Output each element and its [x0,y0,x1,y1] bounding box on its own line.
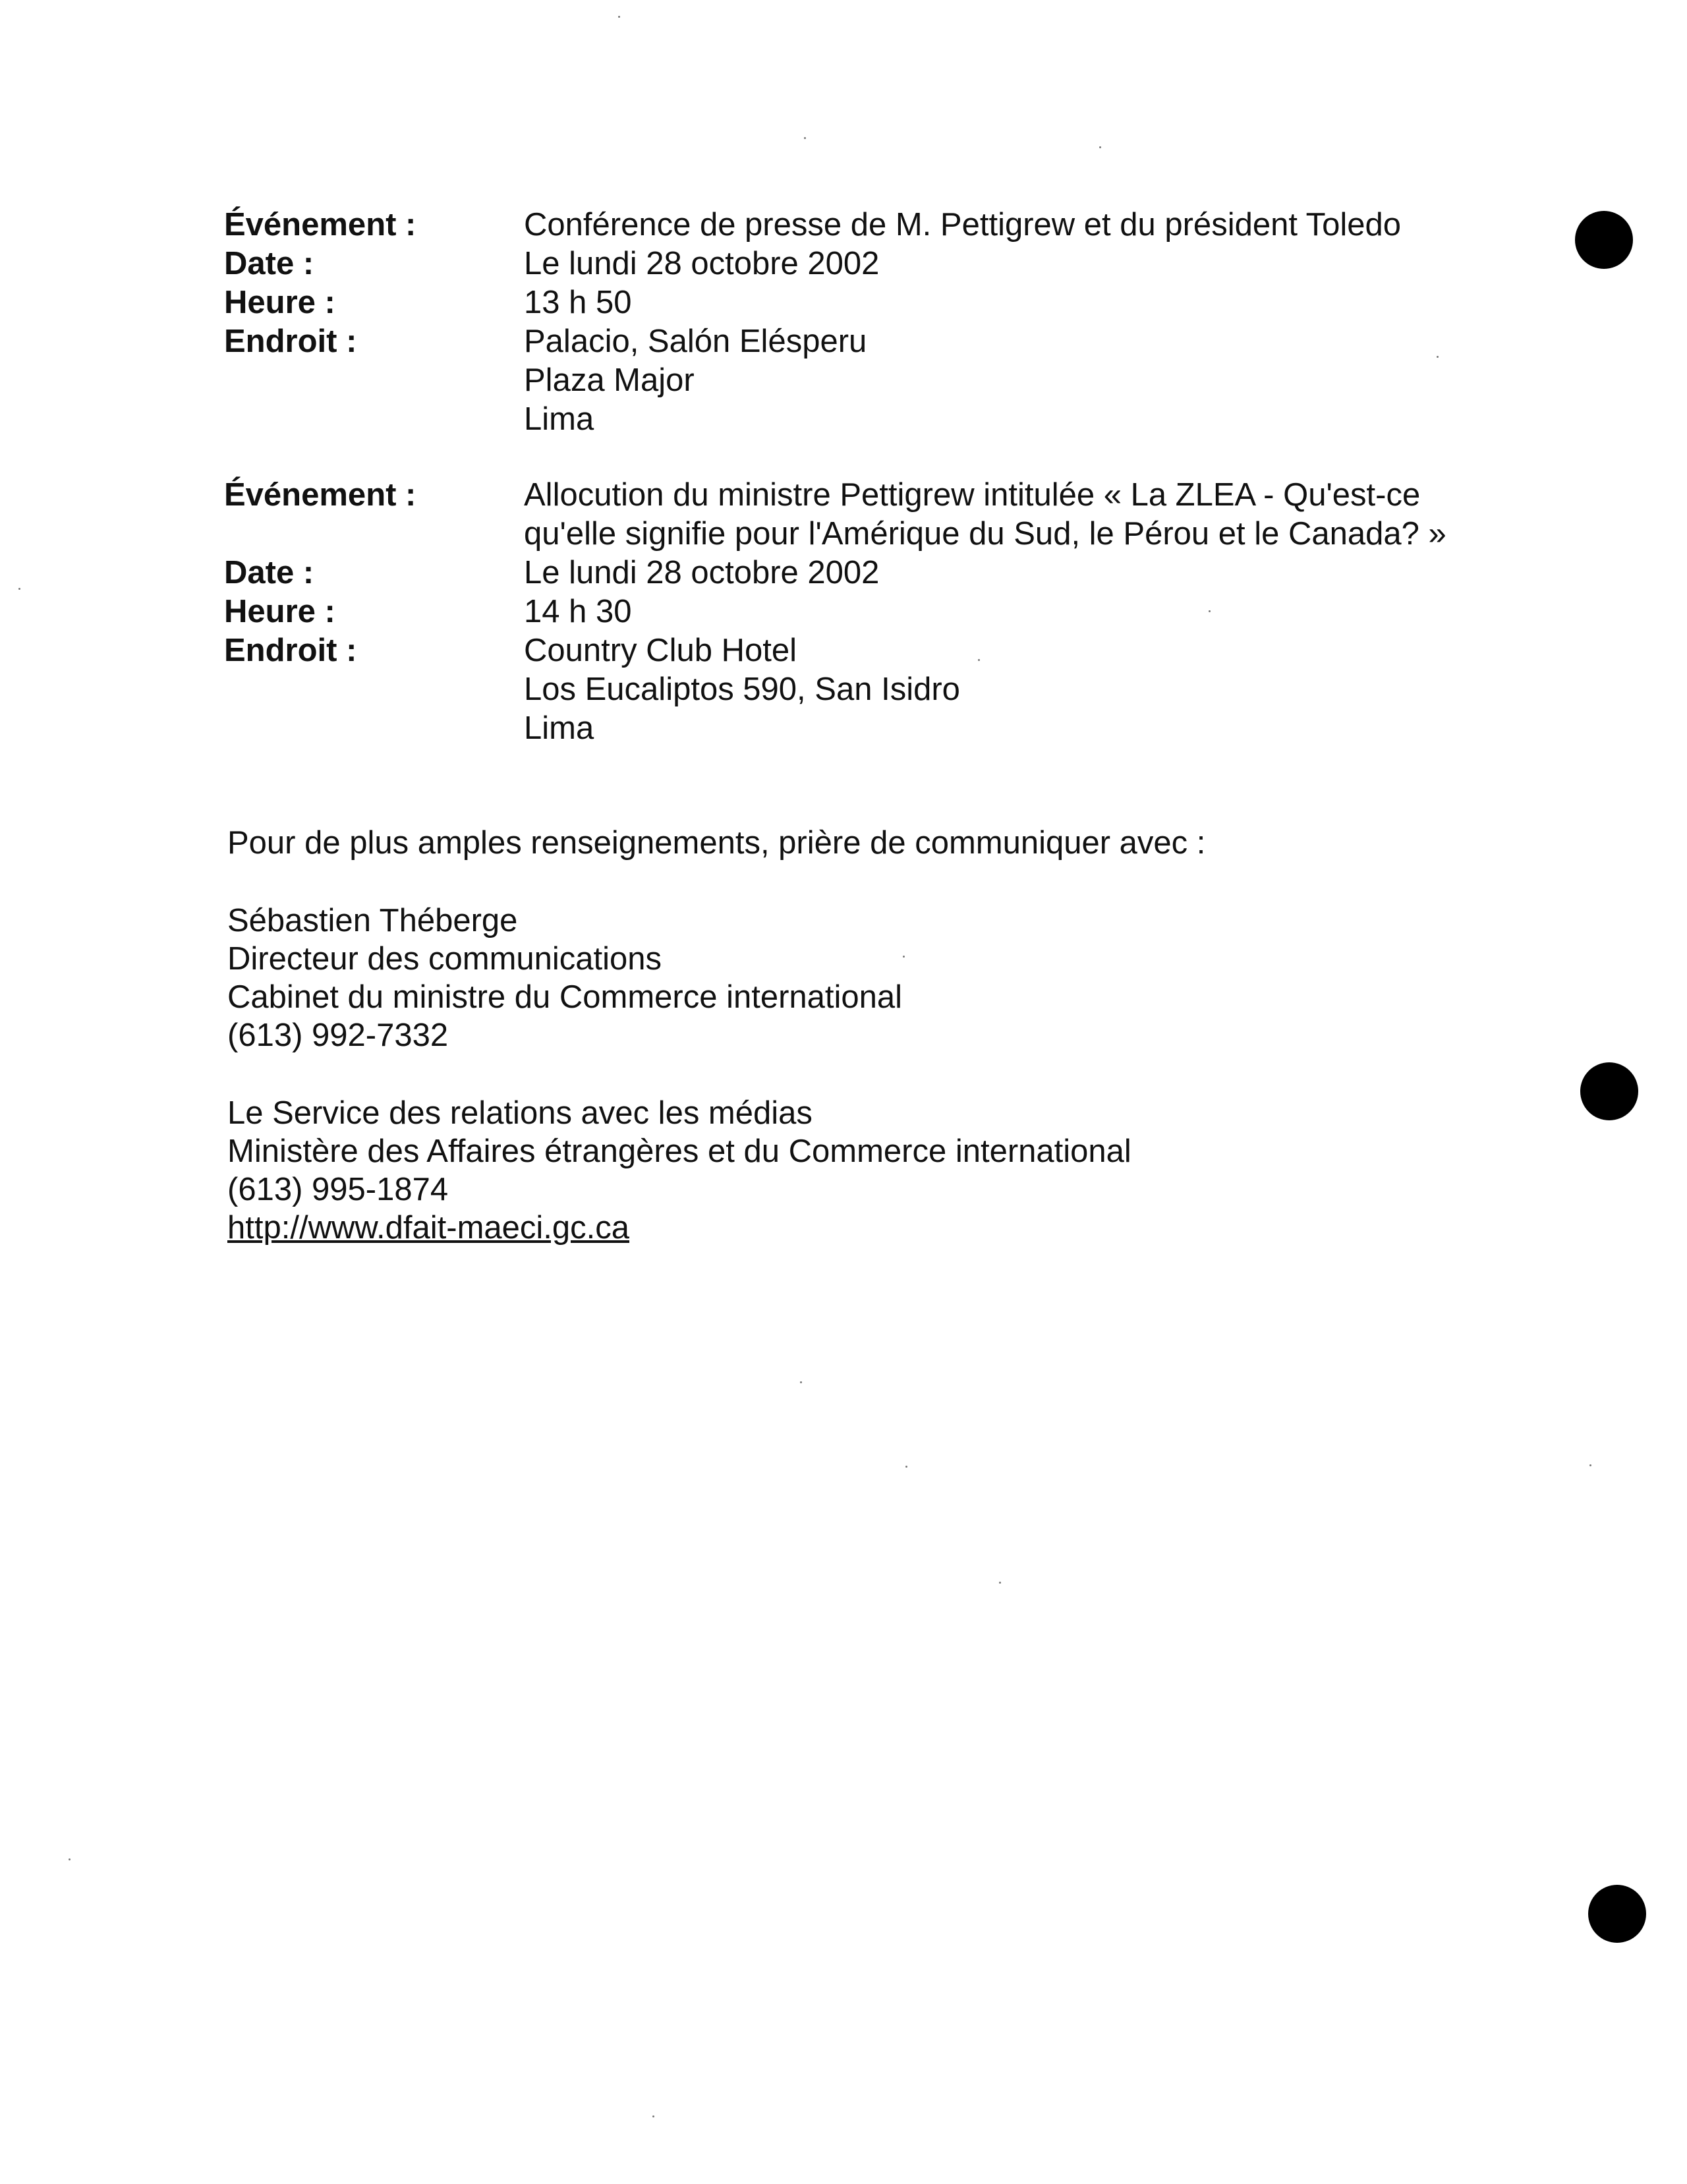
scan-speck [800,1381,802,1383]
time-label: Heure : [224,285,335,320]
scan-speck [999,1582,1001,1584]
event-label: Événement : [224,477,416,513]
scan-speck [903,956,905,958]
event-place [524,631,1516,748]
event-date: Le lundi 28 octobre 2002 [524,246,880,281]
event-1-date-row [224,244,1516,283]
event-1 [224,206,1516,439]
scan-speck [1209,610,1211,612]
scan-speck [905,1466,907,1468]
contact-intro [227,824,1479,862]
contact-title: Directeur des communications [227,941,662,977]
scan-speck [1589,1464,1591,1466]
event-2-time-row [224,592,1516,631]
event-2-place-row [224,631,1516,748]
place-line: Lima [524,401,594,437]
punch-hole [1575,211,1633,269]
contact-intro-text: Pour de plus amples renseignements, prière de communiquer avec : [227,825,1206,861]
scan-speck [618,16,620,18]
event-1-place-row [224,322,1516,439]
scan-speck [1099,146,1101,148]
event-title [524,476,1516,554]
event-time: 14 h 30 [524,594,632,629]
event-title-line: Allocution du ministre Pettigrew intitulée « La ZLEA - Qu'est-ce [524,477,1421,513]
punch-hole [1588,1885,1646,1943]
time-label: Heure : [224,594,335,629]
place-line: Country Club Hotel [524,633,797,668]
scan-speck [652,2115,654,2117]
event-label: Événement : [224,207,416,243]
scan-speck [1437,356,1439,358]
place-label: Endroit : [224,633,357,668]
event-2-title-row [224,476,1516,554]
media-service [227,1094,1479,1247]
date-label: Date : [224,246,314,281]
event-title [524,206,1516,244]
scan-speck [18,588,20,590]
place-line: Los Eucaliptos 590, San Isidro [524,672,960,707]
contact-phone: (613) 992-7332 [227,1018,449,1053]
scan-speck [978,659,980,661]
place-label: Endroit : [224,324,357,359]
contact-name: Sébastien Théberge [227,903,518,938]
event-2 [224,476,1516,748]
punch-hole [1580,1062,1638,1120]
event-1-title-row [224,206,1516,244]
event-date: Le lundi 28 octobre 2002 [524,555,880,590]
media-service-name: Le Service des relations avec les médias [227,1095,813,1131]
place-line: Palacio, Salón Elésperu [524,324,867,359]
event-title-line: Conférence de presse de M. Pettigrew et du président Toledo [524,207,1402,243]
media-service-ministry: Ministère des Affaires étrangères et du Commerce international [227,1134,1131,1169]
contact-office: Cabinet du ministre du Commerce international [227,979,903,1015]
event-1-time-row [224,283,1516,322]
media-service-website-link[interactable]: http://www.dfait-maeci.gc.ca [227,1210,630,1246]
scan-speck [804,137,806,139]
media-service-phone: (613) 995-1874 [227,1172,449,1207]
place-line: Lima [524,710,594,746]
date-label: Date : [224,555,314,590]
place-line: Plaza Major [524,362,695,398]
scan-speck [69,1858,71,1860]
event-title-line: qu'elle signifie pour l'Amérique du Sud, le Pérou et le Canada? » [524,516,1446,552]
event-time: 13 h 50 [524,285,632,320]
event-place [524,322,1516,439]
event-2-date-row [224,554,1516,592]
contact-person [227,902,1479,1054]
